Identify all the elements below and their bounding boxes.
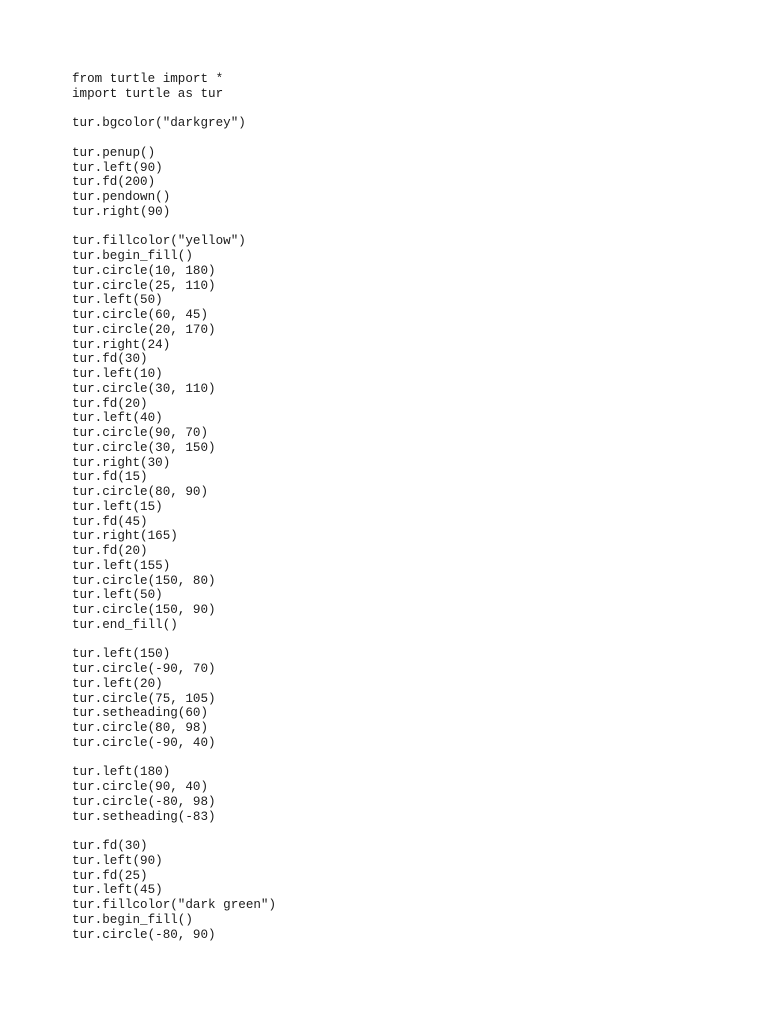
code-line: tur.right(30) <box>72 455 171 470</box>
code-line: tur.right(24) <box>72 337 171 352</box>
blank-line <box>72 824 276 839</box>
code-line: tur.fd(25) <box>72 868 148 883</box>
code-line: import turtle as tur <box>72 86 224 101</box>
code-line: tur.end_fill() <box>72 617 178 632</box>
code-line: tur.left(150) <box>72 647 171 662</box>
code-line: tur.fd(30) <box>72 352 148 367</box>
code-line: tur.left(20) <box>72 676 163 691</box>
code-line: tur.penup() <box>72 145 156 160</box>
code-line: tur.fd(200) <box>72 175 156 190</box>
code-line: tur.left(180) <box>72 765 171 780</box>
code-line: tur.setheading(60) <box>72 706 209 721</box>
code-line: tur.left(10) <box>72 367 163 381</box>
code-line: tur.begin_fill() <box>72 249 193 263</box>
blank-line <box>72 633 276 648</box>
code-line: tur.circle(20, 170) <box>72 322 216 337</box>
code-line: tur.circle(150, 90) <box>72 603 216 617</box>
code-line: tur.fd(45) <box>72 514 148 529</box>
code-line: tur.fillcolor("dark green") <box>72 898 277 912</box>
code-line: tur.circle(150, 80) <box>72 573 216 588</box>
blank-line <box>72 102 276 117</box>
code-line: tur.left(50) <box>72 293 163 308</box>
code-line: tur.circle(60, 45) <box>72 308 209 322</box>
code-line: tur.left(40) <box>72 411 163 426</box>
code-line: tur.circle(-90, 40) <box>72 735 216 750</box>
code-line: tur.left(90) <box>72 853 163 868</box>
code-line: tur.left(90) <box>72 160 163 175</box>
code-line: tur.fd(20) <box>72 544 148 558</box>
code-line: tur.setheading(-83) <box>72 809 216 824</box>
code-line: tur.left(50) <box>72 588 163 603</box>
blank-line <box>72 131 276 146</box>
code-line: tur.circle(90, 40) <box>72 780 209 794</box>
code-line: tur.circle(80, 90) <box>72 485 209 499</box>
code-line: tur.circle(80, 98) <box>72 721 209 735</box>
code-line: tur.circle(90, 70) <box>72 426 209 440</box>
code-listing <box>72 72 276 942</box>
code-line: tur.begin_fill() <box>72 912 193 927</box>
code-line: tur.fillcolor("yellow") <box>72 234 246 249</box>
code-line: tur.pendown() <box>72 190 171 204</box>
code-line: tur.fd(20) <box>72 396 148 411</box>
code-line: tur.bgcolor("darkgrey") <box>72 116 246 131</box>
code-line: from turtle import * <box>72 72 224 86</box>
code-line: tur.circle(25, 110) <box>72 278 216 293</box>
code-line: tur.circle(75, 105) <box>72 691 216 706</box>
code-line: tur.right(90) <box>72 204 171 219</box>
code-line: tur.left(155) <box>72 558 171 573</box>
code-line: tur.circle(30, 110) <box>72 381 216 396</box>
code-line: tur.circle(30, 150) <box>72 440 216 455</box>
code-line: tur.circle(-90, 70) <box>72 662 216 676</box>
code-line: tur.fd(30) <box>72 839 148 853</box>
code-line: tur.circle(10, 180) <box>72 263 216 278</box>
blank-line <box>72 220 276 235</box>
code-line: tur.right(165) <box>72 529 178 544</box>
code-line: tur.left(15) <box>72 499 163 514</box>
code-line: tur.circle(-80, 98) <box>72 794 216 809</box>
code-line: tur.circle(-80, 90) <box>72 927 216 942</box>
blank-line <box>72 751 276 766</box>
code-line: tur.left(45) <box>72 883 163 898</box>
code-line: tur.fd(15) <box>72 470 148 485</box>
